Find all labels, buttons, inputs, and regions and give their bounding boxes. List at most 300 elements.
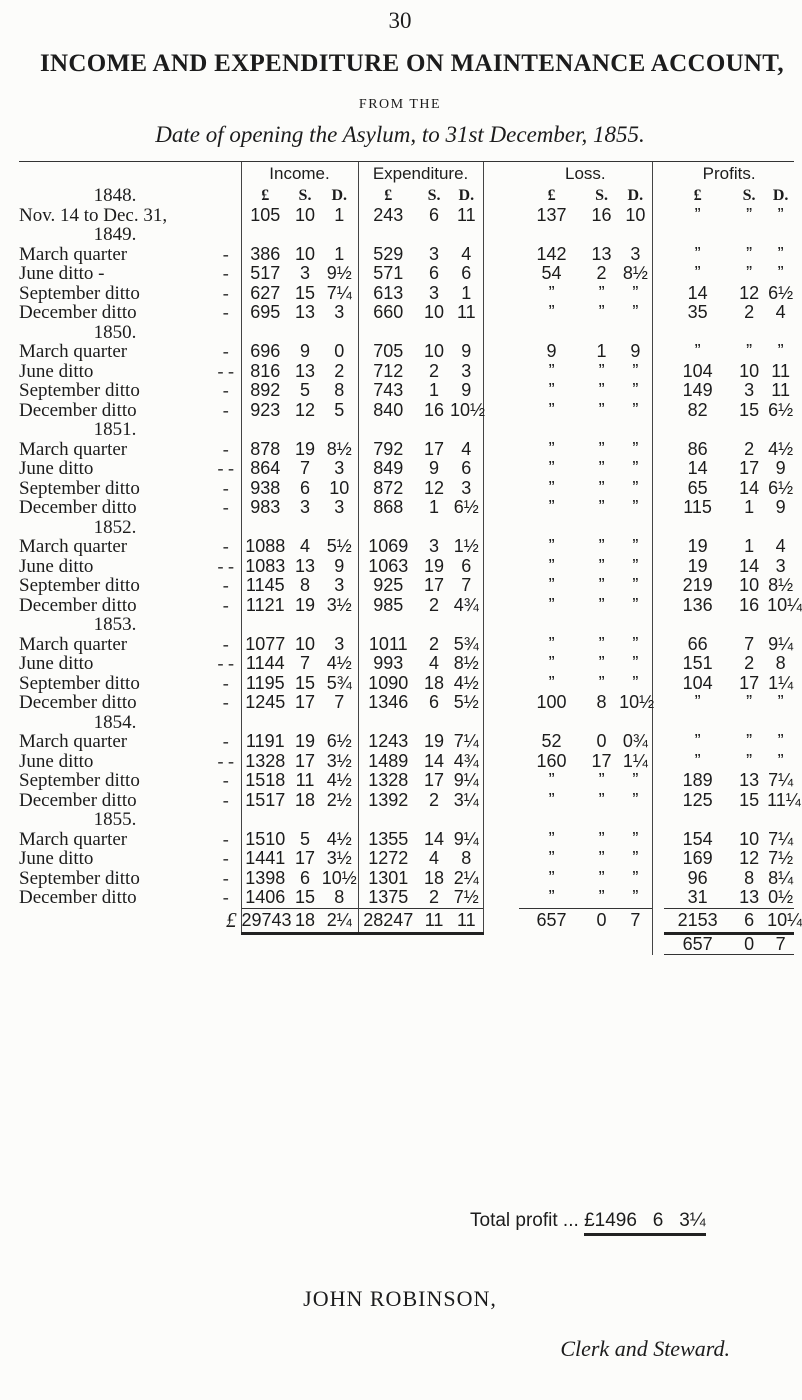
profits-shillings: 7 <box>744 633 755 654</box>
spacer-cell <box>519 933 584 955</box>
spacer-cell <box>731 615 767 635</box>
spacer-cell <box>652 849 664 869</box>
loss-unit-pence: D. <box>627 187 644 204</box>
leader-dash: - <box>222 302 229 322</box>
leader-dash: - <box>222 848 229 868</box>
spacer-cell <box>664 518 731 538</box>
spacer-cell <box>652 186 664 206</box>
loss-pence: 3 <box>630 243 641 264</box>
expenditure-pence: 4½ <box>453 672 479 693</box>
period-label: September ditto <box>19 770 140 791</box>
spacer-cell <box>652 732 664 752</box>
expenditure-pounds: 1011 <box>358 635 418 655</box>
loss-pounds: ” <box>548 438 555 459</box>
spacer-cell <box>483 245 519 265</box>
leader-dash: - <box>222 633 229 654</box>
expenditure-pounds: 840 <box>358 401 418 421</box>
spacer-cell <box>767 713 794 733</box>
year-row <box>19 713 794 733</box>
year-row <box>19 323 794 343</box>
profits-pence: 3 <box>775 555 786 576</box>
spacer-cell <box>321 323 358 343</box>
income-shillings: 10 <box>294 204 316 225</box>
expenditure-pence: 7½ <box>453 887 479 907</box>
spacer-cell <box>619 518 652 538</box>
spacer-cell <box>483 615 519 635</box>
spacer-cell <box>358 323 418 343</box>
expenditure-pounds: 1069 <box>358 537 418 557</box>
expenditure-shillings: 2 <box>429 887 440 907</box>
expenditure-pence: 6 <box>461 555 472 576</box>
totals-currency: £ <box>226 908 237 932</box>
spacer-cell <box>652 362 664 382</box>
expenditure-pence: 2¼ <box>453 867 479 888</box>
income-pence: 4½ <box>326 828 352 849</box>
profits-shillings: 17 <box>739 458 760 478</box>
income-unit-shillings: S. <box>298 187 312 204</box>
loss-deduction-shillings: 0 <box>731 933 767 955</box>
spacer-cell <box>767 323 794 343</box>
loss-pounds: ” <box>548 399 555 420</box>
spacer-cell <box>483 869 519 889</box>
profits-shillings: ” <box>746 692 753 712</box>
loss-pence: ” <box>632 458 639 478</box>
loss-deduction-pounds: 657 <box>664 933 731 955</box>
spacer-cell <box>519 518 584 538</box>
leader-dash: - <box>222 867 229 888</box>
spacer-cell <box>483 888 519 908</box>
expenditure-pounds: 868 <box>358 498 418 518</box>
spacer-cell <box>483 732 519 752</box>
loss-pence: ” <box>632 848 639 868</box>
spacer-cell <box>450 323 483 343</box>
loss-pence: ” <box>632 399 639 420</box>
expenditure-shillings: 14 <box>424 750 445 771</box>
loss-shillings: ” <box>598 828 605 849</box>
spacer-cell <box>211 225 241 245</box>
spacer-cell <box>321 225 358 245</box>
spacer-cell <box>652 225 664 245</box>
leader-dash: - <box>222 672 229 693</box>
profits-shillings: 15 <box>739 399 760 420</box>
profits-pounds: 169 <box>682 848 713 868</box>
expenditure-pounds: 705 <box>358 342 418 362</box>
profits-shillings: ” <box>746 263 753 283</box>
spacer-cell <box>483 459 519 479</box>
spacer-cell <box>483 635 519 655</box>
leader-dash: - <box>222 692 229 712</box>
expenditure-pence: 5½ <box>453 692 479 712</box>
spacer-cell <box>767 810 794 830</box>
leader-dash: - <box>222 341 229 361</box>
profits-pence: 7½ <box>768 848 794 868</box>
spacer-cell <box>483 303 519 323</box>
expenditure-pounds: 849 <box>358 459 418 479</box>
income-pounds: 1518 <box>241 771 289 791</box>
loss-shillings: ” <box>598 672 605 693</box>
spacer-cell <box>652 381 664 401</box>
profits-shillings: 16 <box>739 594 760 615</box>
ledger-row <box>19 596 794 616</box>
ledger-row <box>19 771 794 791</box>
spacer-cell <box>652 869 664 889</box>
loss-pence: ” <box>632 633 639 654</box>
spacer-cell <box>652 771 664 791</box>
year-label: 1854. <box>93 711 137 733</box>
loss-pounds: 9 <box>546 341 557 361</box>
period-label: September ditto <box>19 867 140 889</box>
loss-pence: ” <box>632 828 639 849</box>
ledger-row <box>19 206 794 226</box>
expenditure-shillings: 12 <box>424 477 445 498</box>
loss-deduction-row <box>19 933 794 955</box>
income-pounds: 1144 <box>241 654 289 674</box>
profits-pence: 11¼ <box>767 789 801 810</box>
spacer-cell <box>483 537 519 557</box>
profits-pence: 10¼ <box>767 594 802 615</box>
spacer-cell <box>418 323 450 343</box>
profits-shillings: 10 <box>739 575 760 595</box>
ledger-row <box>19 635 794 655</box>
total-income-pounds: 29743 <box>241 908 289 933</box>
profits-shillings: 3 <box>744 380 755 400</box>
income-pence: 3½ <box>326 594 352 615</box>
loss-pence: ” <box>632 380 639 400</box>
income-pence: 10 <box>329 477 350 498</box>
loss-pounds: 142 <box>536 243 567 264</box>
spacer-cell <box>664 615 731 635</box>
spacer-cell <box>652 440 664 460</box>
income-pence: 2 <box>334 360 345 381</box>
year-label: 1848. <box>93 185 137 206</box>
spacer-cell <box>584 420 619 440</box>
loss-pounds: ” <box>548 282 555 303</box>
income-shillings: 13 <box>294 302 316 322</box>
income-pounds: 627 <box>241 284 289 304</box>
loss-pounds: ” <box>548 653 555 673</box>
expenditure-pounds: 712 <box>358 362 418 382</box>
total-profit-pounds: 1496 <box>594 1210 637 1231</box>
loss-pounds: ” <box>548 575 555 595</box>
loss-shillings: ” <box>598 633 605 654</box>
loss-shillings: ” <box>598 555 605 576</box>
period-label: March quarter <box>19 438 128 460</box>
total-income-pence: 2¼ <box>321 908 358 933</box>
page-subtitle: FROM THE <box>358 97 442 112</box>
expenditure-pence: 4 <box>461 438 472 459</box>
profits-pounds: ” <box>694 692 701 712</box>
income-pounds: 1406 <box>241 888 289 908</box>
loss-shillings: ” <box>598 887 605 907</box>
income-shillings: 15 <box>294 282 316 303</box>
income-shillings: 13 <box>294 360 316 381</box>
expenditure-pounds: 1328 <box>358 771 418 791</box>
income-pence: 0 <box>334 341 345 361</box>
expenditure-shillings: 19 <box>424 731 445 751</box>
spacer-cell <box>731 518 767 538</box>
spacer-cell <box>211 420 241 440</box>
period-label: March quarter <box>19 633 128 655</box>
total-loss-shillings: 0 <box>584 908 619 933</box>
leader-dash: - - <box>217 360 234 381</box>
spacer-cell <box>652 654 664 674</box>
expenditure-pounds: 1355 <box>358 830 418 850</box>
expenditure-pounds: 243 <box>358 206 418 226</box>
loss-pence: ” <box>632 887 639 907</box>
income-pounds: 696 <box>241 342 289 362</box>
loss-shillings: 1 <box>596 341 607 361</box>
expenditure-pence: 3 <box>461 477 472 498</box>
spacer-cell <box>483 933 519 955</box>
profits-pounds: 35 <box>687 302 708 322</box>
profits-pence: 6½ <box>768 399 794 420</box>
spacer-cell <box>418 713 450 733</box>
expenditure-pence: 1½ <box>453 536 479 556</box>
period-label: December ditto <box>19 692 137 713</box>
profits-shillings: ” <box>746 341 753 361</box>
income-pence: 8½ <box>326 438 352 459</box>
expenditure-shillings: 6 <box>429 263 440 283</box>
expenditure-pounds: 1346 <box>358 693 418 713</box>
leader-dash: - - <box>217 750 234 771</box>
spacer-cell <box>483 674 519 694</box>
spacer-cell <box>321 933 358 955</box>
profits-pounds: ” <box>694 341 701 361</box>
expenditure-shillings: 19 <box>424 555 445 576</box>
loss-shillings: ” <box>598 282 605 303</box>
spacer-cell <box>450 713 483 733</box>
spacer-cell <box>652 596 664 616</box>
spacer-cell <box>418 225 450 245</box>
loss-pounds: ” <box>548 672 555 693</box>
expenditure-shillings: 1 <box>429 380 440 400</box>
income-pence: 3 <box>334 633 345 654</box>
spacer-cell <box>483 810 519 830</box>
expenditure-header: Expenditure. <box>358 162 483 187</box>
profits-pounds: ” <box>694 731 701 751</box>
income-pence: 5 <box>334 399 345 420</box>
spacer-cell <box>652 264 664 284</box>
spacer-cell <box>211 713 241 733</box>
spacer-cell <box>652 284 664 304</box>
income-shillings: 17 <box>294 750 316 771</box>
profits-pence: 6½ <box>768 477 794 498</box>
income-shillings: 18 <box>294 789 316 810</box>
income-pounds: 1398 <box>241 869 289 889</box>
period-label: December ditto <box>19 302 137 323</box>
period-label: December ditto <box>19 887 137 909</box>
spacer-cell <box>483 401 519 421</box>
expenditure-unit-pence: D. <box>458 187 475 204</box>
spacer-cell <box>664 713 731 733</box>
expenditure-pounds: 872 <box>358 479 418 499</box>
profits-pence: 8 <box>775 653 786 673</box>
spacer-cell <box>519 810 584 830</box>
expenditure-pounds: 1243 <box>358 732 418 752</box>
spacer-cell <box>289 933 321 955</box>
ledger-row <box>19 245 794 265</box>
leader-dash: - <box>222 789 229 810</box>
expenditure-pence: 1 <box>461 282 472 303</box>
ledger-row <box>19 303 794 323</box>
leader-dash: - <box>222 536 229 556</box>
income-pounds: 105 <box>241 206 289 226</box>
spacer-cell <box>652 810 664 830</box>
income-shillings: 6 <box>299 477 310 498</box>
income-pounds: 1121 <box>241 596 289 616</box>
spacer-cell <box>418 810 450 830</box>
loss-pence: ” <box>632 282 639 303</box>
loss-pence: ” <box>632 497 639 517</box>
income-pence: 6½ <box>326 731 352 751</box>
expenditure-pounds: 1063 <box>358 557 418 577</box>
year-label: 1849. <box>93 224 137 245</box>
spacer-cell <box>664 323 731 343</box>
signature: JOHN ROBINSON, <box>303 1286 497 1311</box>
ledger-row <box>19 537 794 557</box>
income-pounds: 1088 <box>241 537 289 557</box>
spacer-cell <box>450 810 483 830</box>
spacer-cell <box>483 225 519 245</box>
loss-pounds: ” <box>548 458 555 478</box>
loss-shillings: 13 <box>591 243 612 264</box>
ledger-row <box>19 284 794 304</box>
income-pence: 1 <box>334 243 345 264</box>
profits-pence: 4½ <box>768 438 794 459</box>
spacer-cell <box>652 323 664 343</box>
leader-dash: - - <box>217 653 234 673</box>
profits-shillings: 13 <box>739 770 760 790</box>
expenditure-shillings: 9 <box>429 458 440 478</box>
expenditure-pence: 9 <box>461 341 472 361</box>
loss-shillings: ” <box>598 380 605 400</box>
income-shillings: 10 <box>294 633 316 654</box>
period-label: September ditto <box>19 672 140 694</box>
income-shillings: 4 <box>299 536 310 556</box>
profits-pence: 9¼ <box>768 633 794 654</box>
total-profit-label: Total profit ... <box>470 1210 579 1231</box>
expenditure-pounds: 993 <box>358 654 418 674</box>
leader-dash: - <box>222 263 229 283</box>
spacer-cell <box>418 933 450 955</box>
profits-shillings: 2 <box>744 653 755 673</box>
period-label: December ditto <box>19 789 137 811</box>
loss-shillings: ” <box>598 438 605 459</box>
spacer-cell <box>767 225 794 245</box>
spacer-cell <box>358 713 418 733</box>
income-pounds: 386 <box>241 245 289 265</box>
profits-shillings: 8 <box>744 867 755 888</box>
expenditure-pounds: 743 <box>358 381 418 401</box>
profits-shillings: 12 <box>739 848 760 868</box>
income-pence: 3½ <box>326 750 352 771</box>
spacer-cell <box>483 342 519 362</box>
profits-pence: 7¼ <box>768 828 794 849</box>
loss-shillings: ” <box>598 770 605 790</box>
spacer-cell <box>664 225 731 245</box>
income-shillings: 5 <box>299 828 310 849</box>
spacer-cell <box>483 596 519 616</box>
loss-pence: ” <box>632 477 639 498</box>
spacer-cell <box>483 693 519 713</box>
expenditure-pounds: 1090 <box>358 674 418 694</box>
spacer-cell <box>289 323 321 343</box>
spacer-cell <box>652 206 664 226</box>
income-shillings: 11 <box>295 770 315 790</box>
income-shillings: 7 <box>299 458 310 478</box>
expenditure-pounds: 613 <box>358 284 418 304</box>
profits-shillings: 1 <box>744 497 755 517</box>
leader-dash: - <box>222 477 229 498</box>
expenditure-pence: 9¼ <box>453 770 479 790</box>
leader-dash: - <box>222 887 229 908</box>
spacer-cell <box>241 518 289 538</box>
loss-pence: ” <box>632 438 639 459</box>
spacer-cell <box>619 323 652 343</box>
income-shillings: 17 <box>294 692 316 712</box>
expenditure-pounds: 1489 <box>358 752 418 772</box>
profits-shillings: 1 <box>744 536 755 556</box>
income-pounds: 864 <box>241 459 289 479</box>
income-pence: 9½ <box>326 263 352 283</box>
loss-pounds: 54 <box>541 263 562 283</box>
leader-dash <box>211 206 241 226</box>
loss-pence: 10½ <box>619 692 655 712</box>
leader-dash: - <box>222 594 229 615</box>
profits-pounds: 19 <box>687 536 708 556</box>
total-profit <box>470 1210 790 1236</box>
spacer-cell <box>483 479 519 499</box>
expenditure-pence: 7 <box>461 575 472 595</box>
profits-shillings: 12 <box>739 282 760 303</box>
loss-shillings: ” <box>598 477 605 498</box>
income-pence: 3 <box>334 458 345 478</box>
total-expenditure-pence: 11 <box>450 908 483 933</box>
loss-shillings: ” <box>598 848 605 868</box>
spacer-cell <box>519 713 584 733</box>
spacer-cell <box>584 713 619 733</box>
spacer-cell <box>289 518 321 538</box>
expenditure-pounds: 529 <box>358 245 418 265</box>
spacer-cell <box>483 576 519 596</box>
income-pence: 9 <box>334 555 345 576</box>
spacer-cell <box>289 225 321 245</box>
spacer-cell <box>450 420 483 440</box>
income-pence: 10½ <box>321 867 357 888</box>
page-title: INCOME AND EXPENDITURE ON MAINTENANCE ACCOUNT, <box>40 50 784 77</box>
period-label: March quarter <box>19 536 128 557</box>
income-header: Income. <box>241 162 358 187</box>
income-pounds: 983 <box>241 498 289 518</box>
leader-dash: - <box>222 497 229 517</box>
period-label: June ditto <box>19 458 94 479</box>
spacer-cell <box>358 615 418 635</box>
loss-pounds: ” <box>548 848 555 868</box>
spacer-cell <box>584 615 619 635</box>
profits-pounds: 65 <box>687 477 708 498</box>
profits-pence: 7¼ <box>768 770 794 790</box>
expenditure-pounds: 1392 <box>358 791 418 811</box>
expenditure-pence: 11 <box>456 302 476 322</box>
loss-shillings: 8 <box>596 692 607 712</box>
profits-pounds: ” <box>694 204 701 225</box>
expenditure-pence: 10½ <box>450 399 486 420</box>
expenditure-shillings: 18 <box>424 867 445 888</box>
spacer-cell <box>652 635 664 655</box>
loss-pence: 8½ <box>622 263 648 283</box>
spacer-cell <box>483 518 519 538</box>
total-profits-pounds: 2153 <box>664 908 731 933</box>
